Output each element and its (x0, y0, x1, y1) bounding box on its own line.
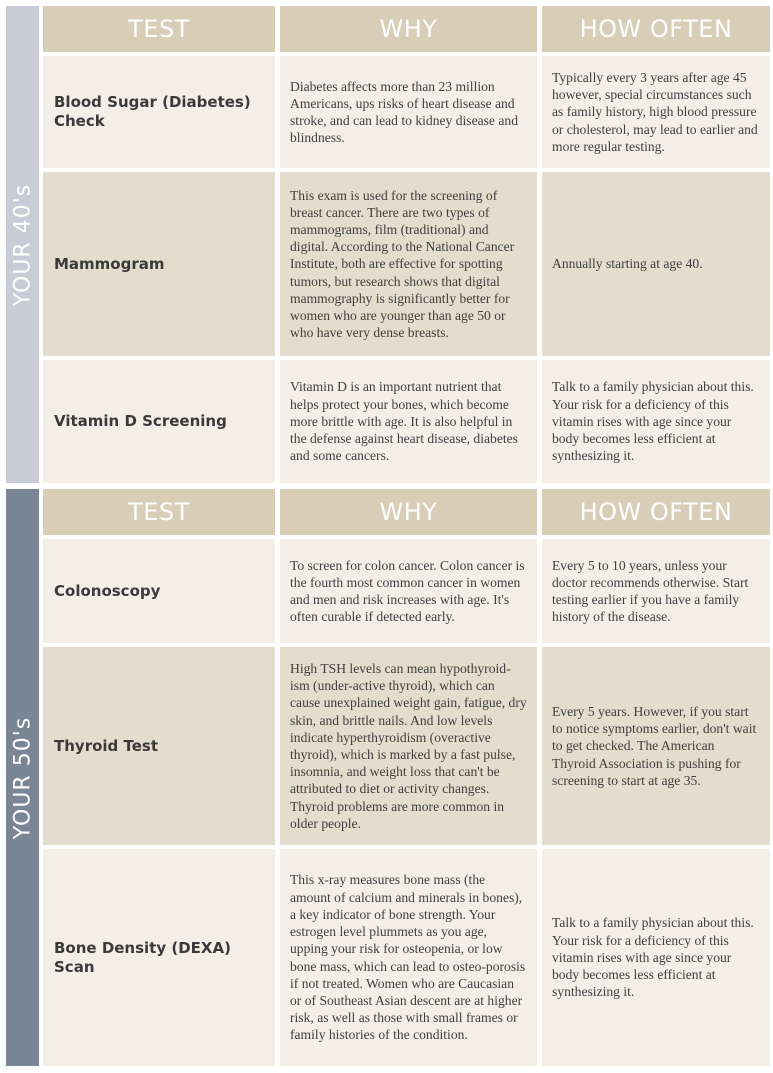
test-name: Colonoscopy (43, 539, 275, 643)
section-label: YOUR 50's (10, 716, 35, 839)
column-header-why: WHY (280, 6, 537, 52)
how-often-text: Every 5 years. However, if you start to notice symptoms earlier, don't wait to get checked. The American Thyroid Association is pushing for screening to start at age 35. (542, 647, 770, 845)
section-label-bar (6, 6, 39, 483)
test-name: Mammogram (43, 172, 275, 356)
why-text: This x-ray measures bone mass (the amount of calcium and minerals in bones), a key indicator of bone strength. Your estrogen level plummets as you age, upping your risk for osteopenia, or low bone mass, which can lead to osteo-porosis if not treated. Women who are Caucasian or of Southeast Asian descent are at higher risk, as well as those with small frames or family histories of the condition. (280, 849, 537, 1066)
why-text: High TSH levels can mean hypothyroid-ism (under-active thyroid), which can cause unexplained weight gain, fatigue, dry skin, and brittle nails. And low levels indicate hyperthyroidism (overactive thyroid), which is marked by a fast pulse, insomnia, and weight loss that can't be attributed to diet or activity changes. Thyroid problems are more common in older people. (280, 647, 537, 845)
how-often-text: Every 5 to 10 years, unless your doctor recommends otherwise. Start testing earlier if you have a family history of the disease. (542, 539, 770, 643)
column-header-how-often: HOW OFTEN (542, 489, 770, 535)
how-often-text: Talk to a family physician about this. Your risk for a deficiency of this vitamin rises with age since your body becomes less efficient at synthesizing it. (542, 360, 770, 483)
column-header-test: TEST (43, 6, 275, 52)
why-text: To screen for colon cancer. Colon cancer is the fourth most common cancer in women and men and risk increases with age. It's often curable if detected early. (280, 539, 537, 643)
column-header-why: WHY (280, 489, 537, 535)
screening-table (43, 489, 769, 1066)
how-often-text: Annually starting at age 40. (542, 172, 770, 356)
column-header-test: TEST (43, 489, 275, 535)
section-40s (6, 6, 769, 483)
test-name: Blood Sugar (Diabetes) Check (43, 56, 275, 168)
screening-table (43, 6, 769, 483)
how-often-text: Typically every 3 years after age 45 however, special circumstances such as family history, high blood pressure or cholesterol, may lead to earlier and more regular testing. (542, 56, 770, 168)
why-text: This exam is used for the screening of breast cancer. There are two types of mammograms, film (traditional) and digital. According to the National Cancer Institute, both are effective for spotting tumors, but research shows that digital mammography is significantly better for women who are younger than age 50 or who have very dense breasts. (280, 172, 537, 356)
test-name: Bone Density (DEXA) Scan (43, 849, 275, 1066)
why-text: Vitamin D is an important nutrient that helps protect your bones, which become more brittle with age. It is also helpful in the defense against heart disease, diabetes and some cancers. (280, 360, 537, 483)
how-often-text: Talk to a family physician about this. Your risk for a deficiency of this vitamin rises with age since your body becomes less efficient at synthesizing it. (542, 849, 770, 1066)
test-name: Vitamin D Screening (43, 360, 275, 483)
test-name: Thyroid Test (43, 647, 275, 845)
section-label: YOUR 40's (10, 183, 35, 306)
column-header-how-often: HOW OFTEN (542, 6, 770, 52)
section-50s (6, 489, 769, 1066)
section-label-bar (6, 489, 39, 1066)
why-text: Diabetes affects more than 23 million Americans, ups risks of heart disease and stroke, and can lead to kidney disease and blindness. (280, 56, 537, 168)
